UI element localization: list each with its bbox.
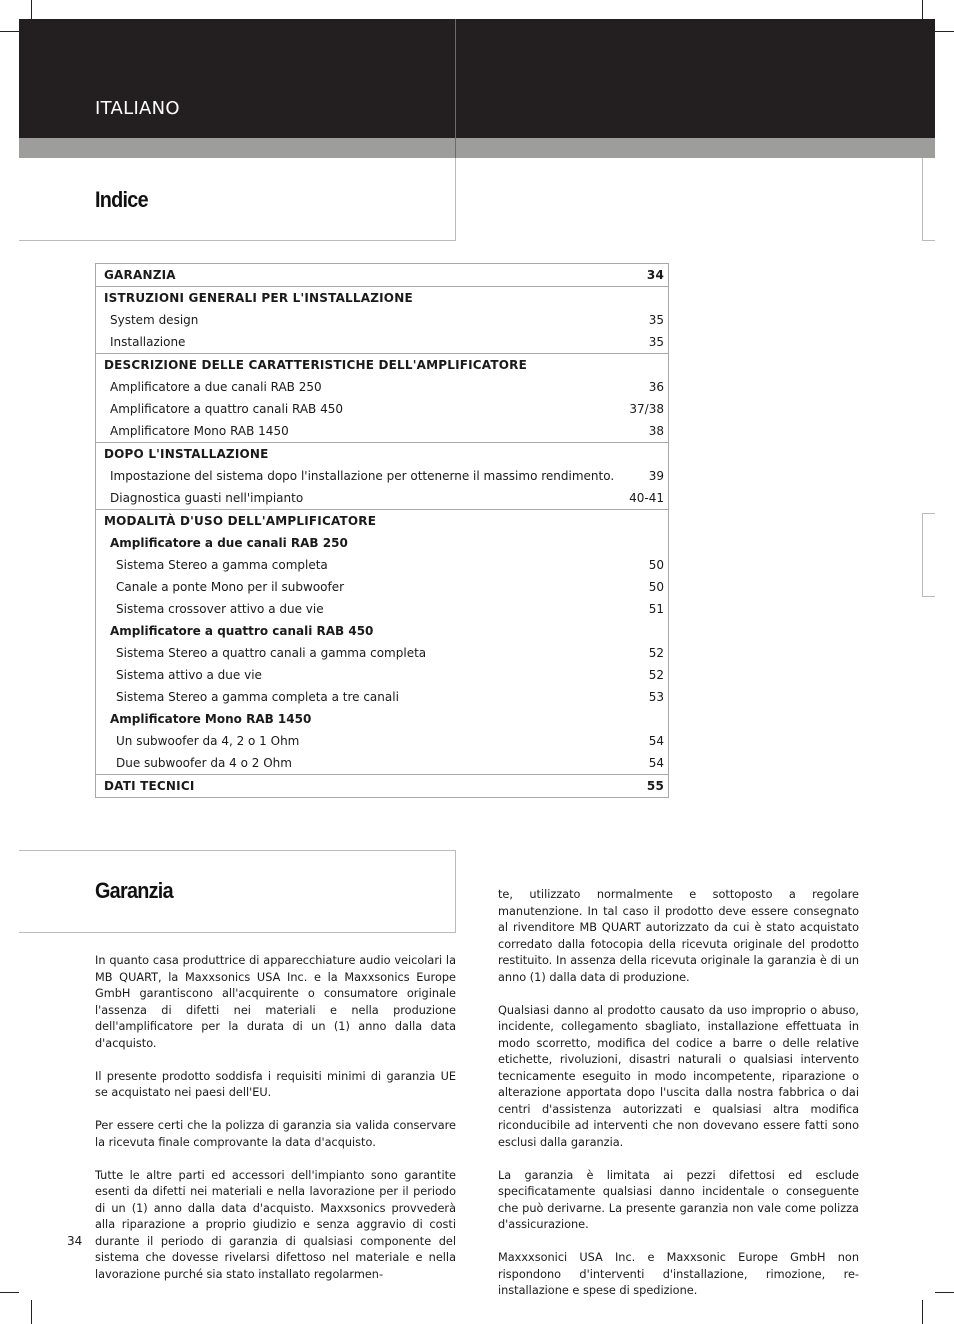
- toc-section[interactable]: DOPO L'INSTALLAZIONE: [96, 442, 668, 465]
- toc-section[interactable]: MODALITÀ D'USO DELL'AMPLIFICATORE: [96, 509, 668, 532]
- header-divider: [455, 19, 456, 158]
- toc-entry[interactable]: Diagnostica guasti nell'impianto 40-41: [110, 491, 664, 505]
- toc-section[interactable]: ISTRUZIONI GENERALI PER L'INSTALLAZIONE: [96, 286, 668, 309]
- crop-mark: [922, 1300, 923, 1324]
- toc-title-box: [19, 158, 456, 241]
- page-number: 34: [67, 1234, 83, 1248]
- crop-mark: [31, 1300, 32, 1324]
- paragraph: Tutte le altre parti ed accessori dell'impianto sono garantite esenti da difetti nei materiali e nella lavorazione per il periodo di un (1) anno dalla data d'acquisto. Maxxsonics provvederà alla riparazione a proprio giudizio e senza aggravio di costi durante il periodo di garanzia di qualsiasi componente del sistema che dovesse rivelarsi difettoso nel materiale e nella lavorazione purché sia stato installato regolarmen-: [95, 1168, 456, 1281]
- toc-entry[interactable]: Canale a ponte Mono per il subwoofer 50: [116, 580, 664, 594]
- crop-mark: [31, 0, 32, 19]
- warranty-right-column: [498, 887, 859, 1316]
- toc-entry[interactable]: System design 35: [110, 313, 664, 327]
- toc-entry[interactable]: Amplificatore a due canali RAB 250 36: [110, 380, 664, 394]
- toc-entry[interactable]: Sistema Stereo a gamma completa 50: [116, 558, 664, 572]
- crop-mark: [0, 1292, 19, 1293]
- toc-section[interactable]: DATI TECNICI 55: [96, 774, 668, 797]
- toc-entry[interactable]: Impostazione del sistema dopo l'installazione per ottenerne il massimo rendimento. 39: [110, 469, 664, 483]
- paragraph: Maxxxsonici USA Inc. e Maxxsonic Europe GmbH non rispondono d'interventi d'installazione, rimozione, re-installazione e spese di spedizione.: [498, 1251, 859, 1297]
- toc-entry[interactable]: Installazione 35: [110, 335, 664, 349]
- crop-mark: [935, 31, 954, 32]
- toc-subheading[interactable]: Amplificatore a quattro canali RAB 450: [110, 624, 374, 638]
- paragraph: In quanto casa produttrice di apparecchiature audio veicolari la MB QUART, la Maxxsonics USA Inc. e la Maxxsonics Europe GmbH garantiscono all'acquirente o consumatore originale l'assenza di difetti nei materiali e nella produzione dell'amplificatore per la durata di un (1) anno dalla data d'acquisto.: [95, 954, 456, 1050]
- header-bar: [19, 19, 935, 138]
- crop-mark: [0, 31, 19, 32]
- paragraph: Qualsiasi danno al prodotto causato da uso improprio o abuso, incidente, collegamento sbagliato, installazione effettuata in modo scorretto, modifica del codice a barre o delle relative etichette, rivoluzioni, disastri naturali o qualsiasi intervento tecnicamente eseguito in modo incompetente, riparazione o alterazione apportata dopo l'uscita dalla nostra fabbrica o dai centri d'assistenza autorizzati e qualsiasi altra modifica riconducibile ad interventi che non dovevano essere fatti sono esclusi dalla garanzia.: [498, 1003, 859, 1149]
- toc-entry[interactable]: Amplificatore Mono RAB 1450 38: [110, 424, 664, 438]
- paragraph: La garanzia è limitata ai pezzi difettosi ed esclude specificatamente qualsiasi danno incidentale o conseguente che può derivarne. La presente garanzia non vale come polizza d'assicurazione.: [498, 1168, 859, 1231]
- paragraph: te, utilizzato normalmente e sottoposto a regolare manutenzione. In tal caso il prodotto deve essere consegnato al rivenditore MB QUART autorizzato da cui è stato acquistato corredato dalla fotocopia della ricevuta originale del prodotto restituito. In assenza della ricevuta originale la garanzia è di un anno (1) dalla data di produzione.: [498, 888, 859, 984]
- toc-entry[interactable]: Un subwoofer da 4, 2 o 1 Ohm 54: [116, 734, 664, 748]
- crop-mark: [922, 0, 923, 19]
- paragraph: Il presente prodotto soddisfa i requisiti minimi di garanzia UE se acquistato nei paesi dell'EU.: [95, 1069, 456, 1099]
- paragraph: Per essere certi che la polizza di garanzia sia valida conservare la ricevuta finale comprovante la data d'acquisto.: [95, 1119, 456, 1149]
- toc-entry[interactable]: Sistema attivo a due vie 52: [116, 668, 664, 682]
- warranty-title: Garanzia: [95, 878, 173, 903]
- right-margin-tab: [922, 158, 935, 241]
- table-of-contents: [95, 263, 669, 798]
- header-stripe: [19, 138, 935, 158]
- warranty-title-box: [19, 850, 456, 933]
- toc-section[interactable]: DESCRIZIONE DELLE CARATTERISTICHE DELL'AMPLIFICATORE: [96, 353, 668, 376]
- toc-entry[interactable]: Sistema Stereo a gamma completa a tre canali 53: [116, 690, 664, 704]
- warranty-left-column: [95, 953, 456, 1300]
- language-label: ITALIANO: [95, 98, 180, 119]
- crop-mark: [935, 1292, 954, 1293]
- toc-section[interactable]: GARANZIA 34: [104, 268, 664, 282]
- right-margin-tab: [922, 513, 935, 597]
- toc-entry[interactable]: Sistema crossover attivo a due vie 51: [116, 602, 664, 616]
- toc-subheading[interactable]: Amplificatore Mono RAB 1450: [110, 712, 312, 726]
- toc-entry[interactable]: Amplificatore a quattro canali RAB 450 37/38: [110, 402, 664, 416]
- toc-entry[interactable]: Due subwoofer da 4 o 2 Ohm 54: [116, 756, 664, 770]
- toc-title: Indice: [95, 187, 148, 212]
- toc-subheading[interactable]: Amplificatore a due canali RAB 250: [110, 536, 348, 550]
- toc-entry[interactable]: Sistema Stereo a quattro canali a gamma completa 52: [116, 646, 664, 660]
